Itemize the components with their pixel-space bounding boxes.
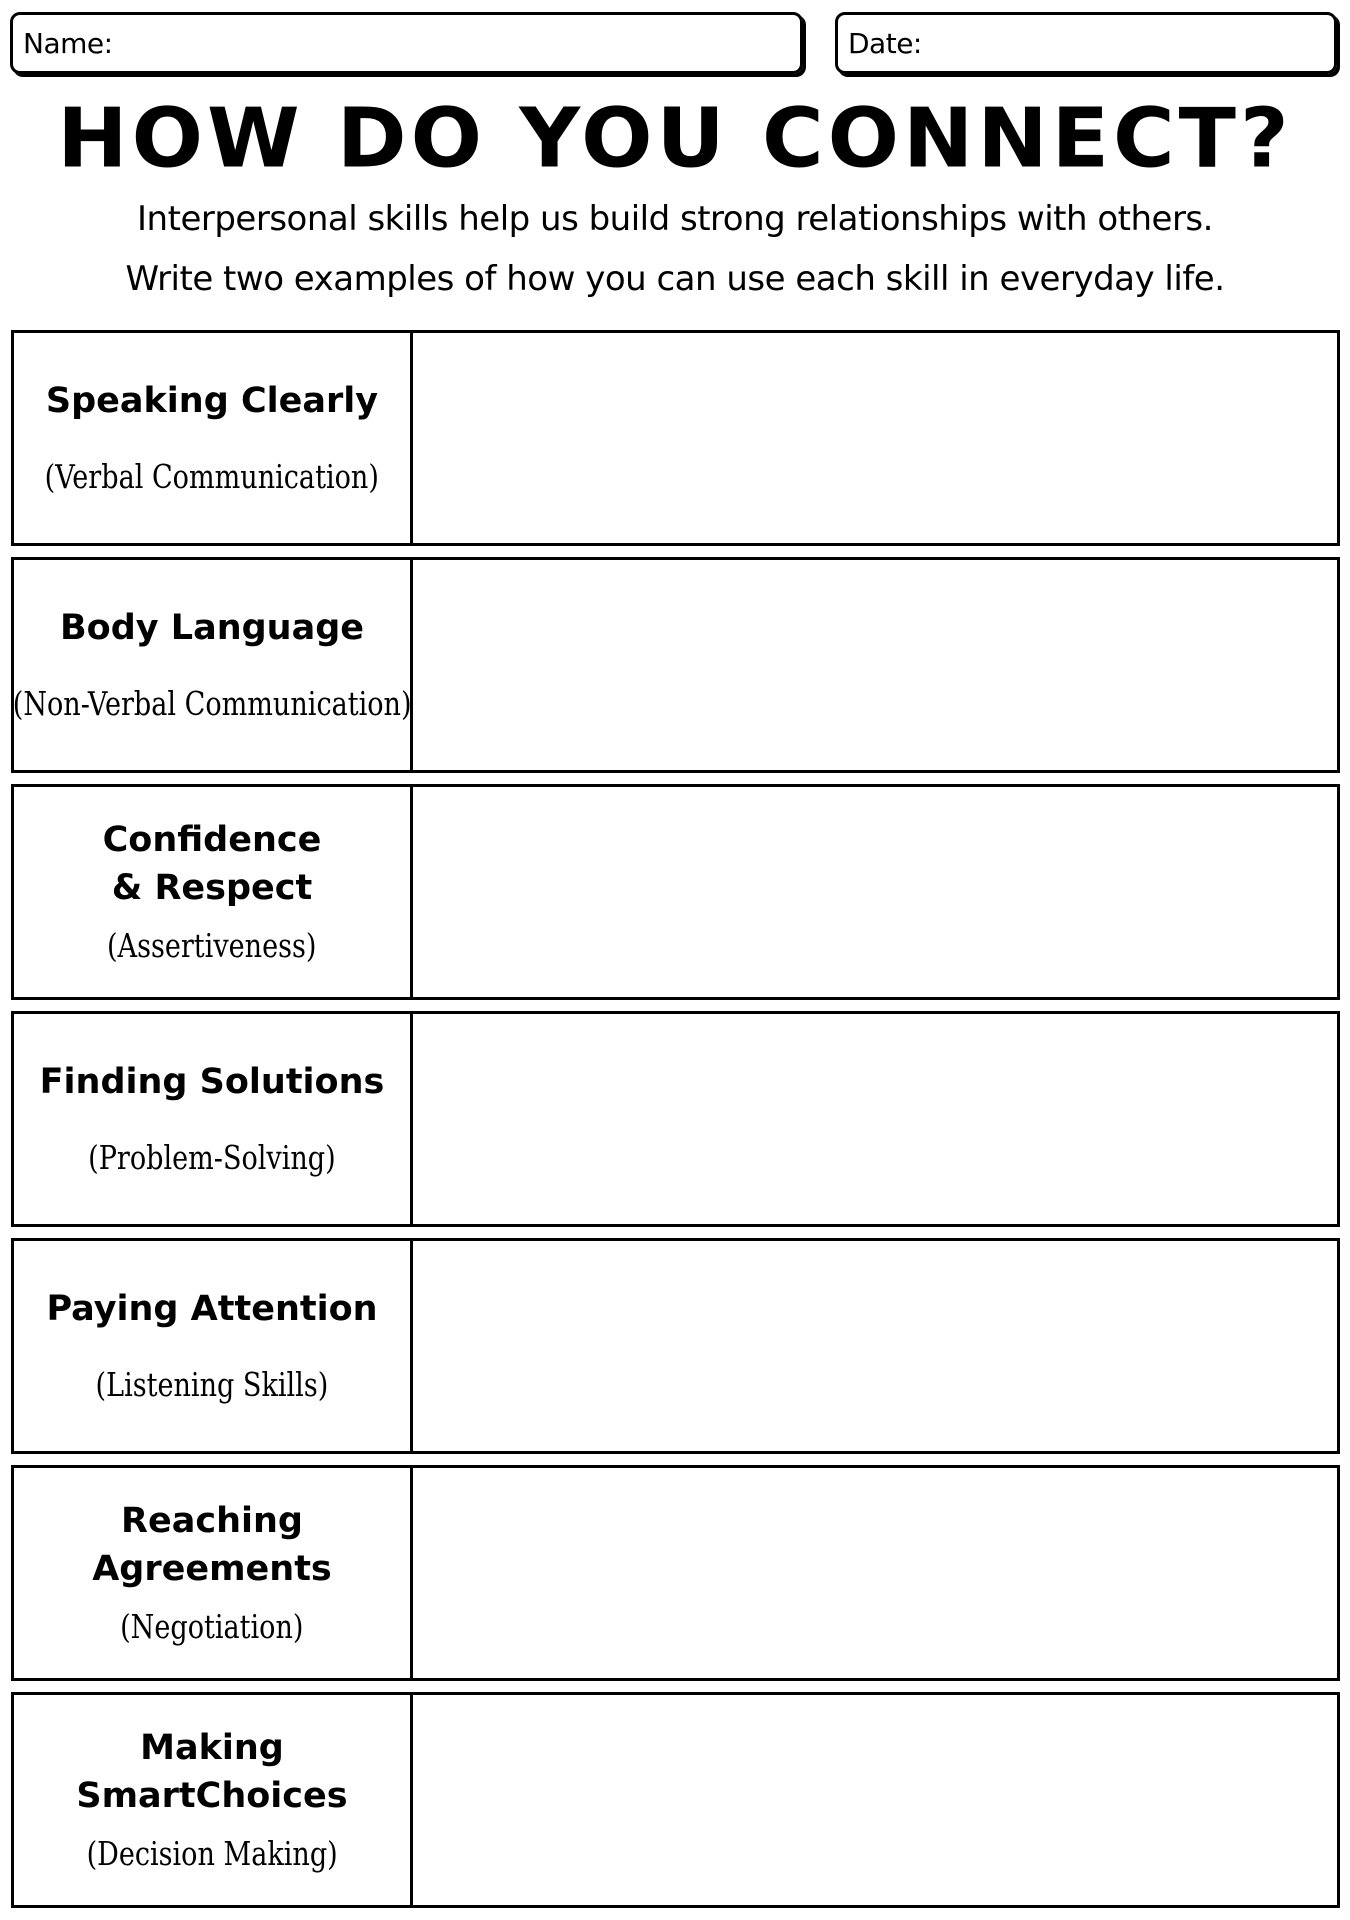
answer-box[interactable] [413,1014,1337,1224]
skill-subtitle: (Negotiation) [120,1607,304,1646]
skill-subtitle: (Problem-Solving) [88,1138,336,1177]
skill-subtitle: (Non-Verbal Communication) [12,684,412,723]
skill-name: Making SmartChoices [76,1728,348,1816]
answer-box[interactable] [413,787,1337,997]
skill-cell [14,1241,413,1451]
skill-name: Paying Attention [46,1289,378,1329]
skill-name: Confidence & Respect [102,820,322,908]
table-row [11,1238,1340,1454]
skill-cell [14,560,413,770]
instructions-line-2: Write two examples of how you can use each skill in everyday life. [125,259,1225,299]
skill-subtitle: (Decision Making) [86,1834,338,1873]
skill-subtitle: (Assertiveness) [107,926,317,965]
skill-name: Body Language [60,608,364,648]
page-title: HOW DO YOU CONNECT? [57,89,1293,187]
skill-subtitle: (Listening Skills) [95,1365,329,1404]
table-row [11,784,1340,1000]
skill-cell [14,787,413,997]
name-field[interactable] [10,12,803,74]
skill-name: Finding Solutions [39,1062,385,1102]
table-row [11,1011,1340,1227]
answer-box[interactable] [413,1468,1337,1678]
skill-cell [14,1468,413,1678]
date-label: Date: [848,26,922,60]
answer-box[interactable] [413,333,1337,543]
date-field[interactable] [835,12,1337,74]
answer-box[interactable] [413,1241,1337,1451]
skill-cell [14,333,413,543]
answer-box[interactable] [413,1695,1337,1905]
table-row [11,557,1340,773]
skills-table [11,330,1340,1919]
skill-cell [14,1695,413,1905]
instructions-line-1: Interpersonal skills help us build strong relationships with others. [137,199,1213,239]
name-label: Name: [23,26,113,60]
table-row [11,1465,1340,1681]
skill-name: Reaching Agreements [92,1501,332,1589]
table-row [11,1692,1340,1908]
skill-subtitle: (Verbal Communication) [44,457,380,496]
skill-cell [14,1014,413,1224]
table-row [11,330,1340,546]
answer-box[interactable] [413,560,1337,770]
skill-name: Speaking Clearly [45,381,379,421]
